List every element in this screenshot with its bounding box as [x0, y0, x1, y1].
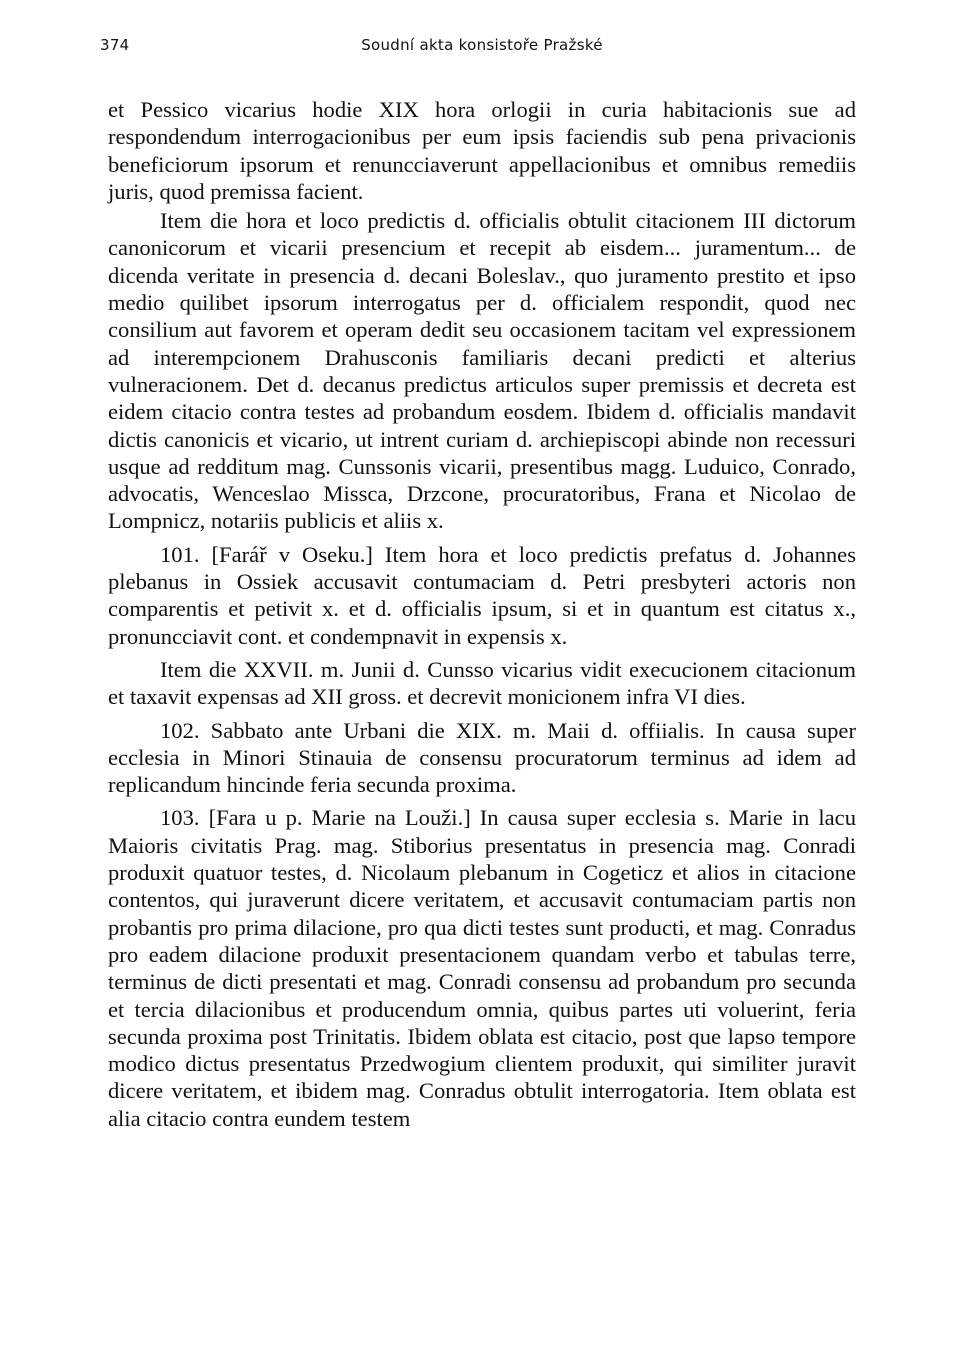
paragraph-continuation: et Pessico vicarius hodie XIX hora orlogii in curia habitacionis sue ad respondendum interrogacionibus per eum ipsis faciendis sub pena privacionis beneficiorum ipsorum et renuncciaverunt appellacionibus et omnibus remediis juris, quod premissa facient. [108, 97, 856, 204]
running-title: Soudní akta konsistoře Pražské [361, 36, 603, 54]
paragraph-entry-101: 101. [Farář v Oseku.] Item hora et loco predictis prefatus d. Johannes plebanus in Ossiek accusavit contumaciam d. Petri presbyteri actoris non comparentis et petivit x. et d. officialis ipsum, si et in quantum est citatus x., pronuncciavit cont. et condempnavit in expensis x. [108, 541, 856, 649]
page [100, 36, 856, 1134]
body-text [108, 96, 856, 1132]
paragraph-execution: Item die XXVII. m. Junii d. Cunsso vicarius vidit execucionem citacionum et taxavit expensas ad XII gross. et decrevit monicionem infra VI dies. [108, 656, 856, 710]
paragraph-entry-103: 103. [Fara u p. Marie na Louži.] In causa super ecclesia s. Marie in lacu Maioris civitatis Prag. mag. Stiborius presentatus in presencia mag. Conradi produxit quatuor testes, d. Nicolaum plebanum in Cogeticz et alios in citacione contentos, qui juraverunt dicere veritatem, et accusavit contumaciam partis non probantis pro prima dilacione, pro qua dicti testes sunt producti, et mag. Conradus pro eadem dilacione produxit presentacionem quandam verbo et tabulas terre, terminus de dicti presentati et mag. Conradi consensu ad probandum pro secunda et tercia dilacionibus et producendum omnia, quibus partes uti voluerint, feria secunda proxima post Trinitatis. Ibidem oblata est citacio, post que lapso tempore modico dictus presentatus Przedwogium clientem produxit, qui similiter juravit dicere veritatem, et ibidem mag. Conradus obtulit interrogatoria. Item oblata est alia citacio contra eundem testem [108, 805, 856, 1131]
page-number: 374 [100, 36, 130, 54]
running-head [100, 36, 856, 66]
paragraph-entry-102: 102. Sabbato ante Urbani die XIX. m. Maii d. offiialis. In causa super ecclesia in Minori Stinauia de consensu procuratorum terminus ad idem ad replicandum hincinde feria secunda proxima. [108, 717, 856, 798]
paragraph-oath: Item die hora et loco predictis d. officialis obtulit citacionem III dictorum canonicorum et vicarii presencium et recepit ab eisdem... juramentum... de dicenda veritate in presencia d. decani Boleslav., quo juramento prestito et ipso medio quilibet ipsorum interrogatus per d. officialem respondit, quod nec consilium aut favorem et operam dedit seu occasionem tacitam vel expressionem ad interempcionem Drahusconis familiaris decani predicti et alterius vulneracionem. Det d. decanus predictus articulos super premissis et decreta est eidem citacio contra testes ad probandum eosdem. Ibidem d. officialis mandavit dictis canonicis et vicario, ut intrent curiam d. archiepiscopi abinde non recessuri usque ad redditum mag. Cunssonis vicarii, presentibus magg. Luduico, Conrado, advocatis, Wenceslao Missca, Drzcone, procuratoribus, Frana et Nicolao de Lompnicz, notariis publicis et aliis x. [108, 208, 856, 534]
